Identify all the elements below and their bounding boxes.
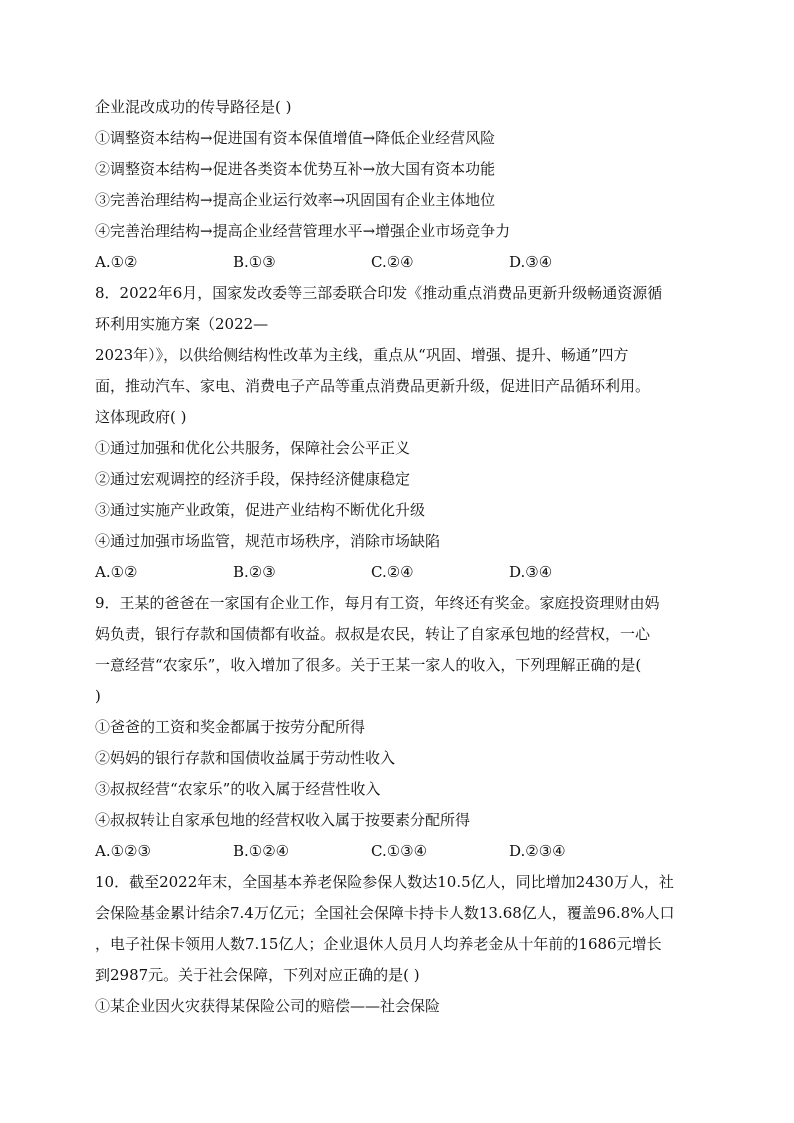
question-8: [95, 278, 705, 588]
question-stem-line: 这体现政府( ): [95, 408, 187, 426]
question-9: [95, 588, 705, 867]
option-a: A.①②③: [95, 842, 151, 860]
statement-1: ①通过加强和优化公共服务，保障社会公平正义: [95, 439, 411, 457]
answer-options: [95, 247, 705, 278]
statement-1: ①爸爸的工资和奖金都属于按劳分配所得: [95, 718, 366, 736]
statement-4: ④通过加强市场监管，规范市场秩序，消除市场缺陷: [95, 532, 441, 550]
statement-3: ③叔叔经营“农家乐”的收入属于经营性收入: [95, 780, 381, 798]
option-c: C.②④: [371, 253, 414, 271]
question-stem-line: 妈负责，银行存款和国债都有收益。叔叔是农民，转让了自家承包地的经营权，一心: [95, 625, 651, 643]
question-stem-line: 8．2022年6月，国家发改委等三部委联合印发《推动重点消费品更新升级畅通资源循: [95, 284, 663, 302]
statement-3: ③完善治理结构→提高企业运行效率→巩固国有企业主体地位: [95, 191, 496, 209]
statement-3: ③通过实施产业政策，促进产业结构不断优化升级: [95, 501, 426, 519]
statement-2: ②通过宏观调控的经济手段，保持经济健康稳定: [95, 470, 411, 488]
statement-4: ④完善治理结构→提高企业经营管理水平→增强企业市场竞争力: [95, 222, 511, 240]
option-d: D.③④: [509, 563, 553, 581]
question-stem: 企业混改成功的传导路径是( ): [95, 98, 292, 116]
question-stem-line: 面，推动汽车、家电、消费电子产品等重点消费品更新升级，促进旧产品循环利用。: [95, 377, 651, 395]
option-b: B.②③: [233, 563, 276, 581]
option-d: D.②③④: [509, 842, 566, 860]
question-stem-line: 一意经营“农家乐”，收入增加了很多。关于王某一家人的收入，下列理解正确的是(: [95, 656, 642, 674]
statement-2: ②妈妈的银行存款和国债收益属于劳动性收入: [95, 749, 396, 767]
statement-4: ④叔叔转让自家承包地的经营权收入属于按要素分配所得: [95, 811, 471, 829]
option-b: B.①②④: [233, 842, 290, 860]
answer-options: [95, 836, 705, 867]
question-7: [95, 92, 705, 278]
question-stem-line: 10．截至2022年末，全国基本养老保险参保人数达10.5亿人，同比增加2430万人，社: [95, 873, 674, 891]
question-stem-line: 9．王某的爸爸在一家国有企业工作，每月有工资，年终还有奖金。家庭投资理财由妈: [95, 594, 660, 612]
option-b: B.①③: [233, 253, 276, 271]
statement-1: ①调整资本结构→促进国有资本保值增值→降低企业经营风险: [95, 129, 496, 147]
question-stem-line: 2023年）》，以供给侧结构性改革为主线，重点从“巩固、增强、提升、畅通”四方: [95, 346, 629, 364]
answer-options: [95, 557, 705, 588]
question-stem-line: 环利用实施方案（2022—: [95, 315, 269, 333]
question-stem-line: ): [95, 687, 101, 705]
exam-page: [95, 92, 705, 1022]
option-c: C.①③④: [371, 842, 428, 860]
question-10: [95, 867, 705, 1022]
option-c: C.②④: [371, 563, 414, 581]
option-a: A.①②: [95, 253, 138, 271]
statement-1: ①某企业因火灾获得某保险公司的赔偿——社会保险: [95, 997, 441, 1015]
option-d: D.③④: [509, 253, 553, 271]
question-stem-line: 会保险基金累计结余7.4万亿元；全国社会保障卡持卡人数13.68亿人，覆盖96.8%人口: [95, 904, 675, 922]
option-a: A.①②: [95, 563, 138, 581]
statement-2: ②调整资本结构→促进各类资本优势互补→放大国有资本功能: [95, 160, 496, 178]
question-stem-line: 到2987元。关于社会保障，下列对应正确的是( ): [95, 966, 420, 984]
question-stem-line: ，电子社保卡领用人数7.15亿人；企业退休人员月人均养老金从十年前的1686元增长: [95, 935, 662, 953]
